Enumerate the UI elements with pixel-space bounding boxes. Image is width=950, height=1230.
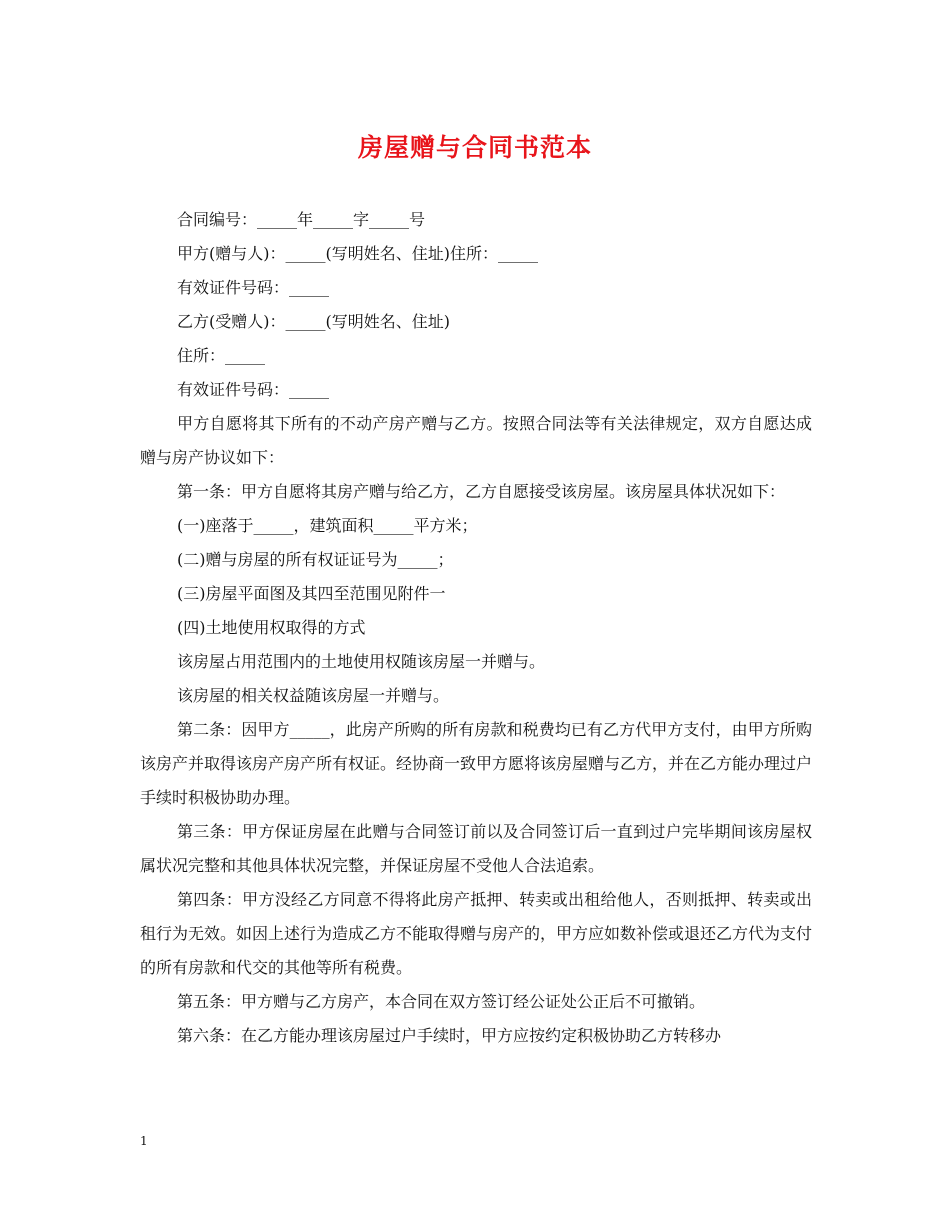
land-use-paragraph: 该房屋占用范围内的土地使用权随该房屋一并赠与。 [177,652,546,671]
party-a-id-line: 有效证件号码：_____ [177,278,330,297]
article-1-paragraph: 第一条：甲方自愿将其房产赠与给乙方，乙方自愿接受该房屋。该房屋具体状况如下： [177,482,786,501]
party-b-line: 乙方(受赠人)：_____(写明姓名、住址) [177,312,450,331]
rights-paragraph: 该房屋的相关权益随该房屋一并赠与。 [177,686,450,705]
article-2-paragraph: 第二条：因甲方_____，此房产所购的所有房款和税费均已有乙方代甲方支付，由甲方所购该房产并取得该房产房产所有权证。经协商一致甲方愿将该房屋赠与乙方，并在乙方能办理过户手续时积极协助办理。 [140,720,813,807]
document-body [140,203,812,1053]
contract-number-line: 合同编号：_____年_____字_____号 [177,210,426,229]
party-a-line: 甲方(赠与人)：_____(写明姓名、住址)住所：_____ [177,244,538,263]
article-4-paragraph: 第四条：甲方没经乙方同意不得将此房产抵押、转卖或出租给他人，否则抵押、转卖或出租行为无效。如因上述行为造成乙方不能取得赠与房产的，甲方应如数补偿或退还乙方代为支付的所有房款和代交的其他等所有税费。 [140,890,813,977]
article-1-item-2: (二)赠与房屋的所有权证证号为_____； [177,550,454,569]
party-b-address-line: 住所：_____ [177,346,266,365]
article-3-paragraph: 第三条：甲方保证房屋在此赠与合同签订前以及合同签订后一直到过户完毕期间该房屋权属状况完整和其他具体状况完整，并保证房屋不受他人合法追索。 [140,822,812,875]
article-1-item-1: (一)座落于_____，建筑面积_____平方米； [177,516,478,535]
party-b-id-line: 有效证件号码：_____ [177,380,330,399]
preamble-paragraph: 甲方自愿将其下所有的不动产房产赠与乙方。按照合同法等有关法律规定，双方自愿达成赠与房产协议如下： [140,414,812,467]
article-5-paragraph: 第五条：甲方赠与乙方房产，本合同在双方签订经公证处公正后不可撤销。 [177,992,706,1011]
page-number: 1 [140,1134,148,1148]
document-title: 房屋赠与合同书范本 [357,133,592,162]
article-1-item-4: (四)土地使用权取得的方式 [177,618,366,637]
article-1-item-3: (三)房屋平面图及其四至范围见附件一 [177,584,446,603]
article-6-paragraph: 第六条：在乙方能办理该房屋过户手续时，甲方应按约定积极协助乙方转移办 [177,1026,722,1045]
